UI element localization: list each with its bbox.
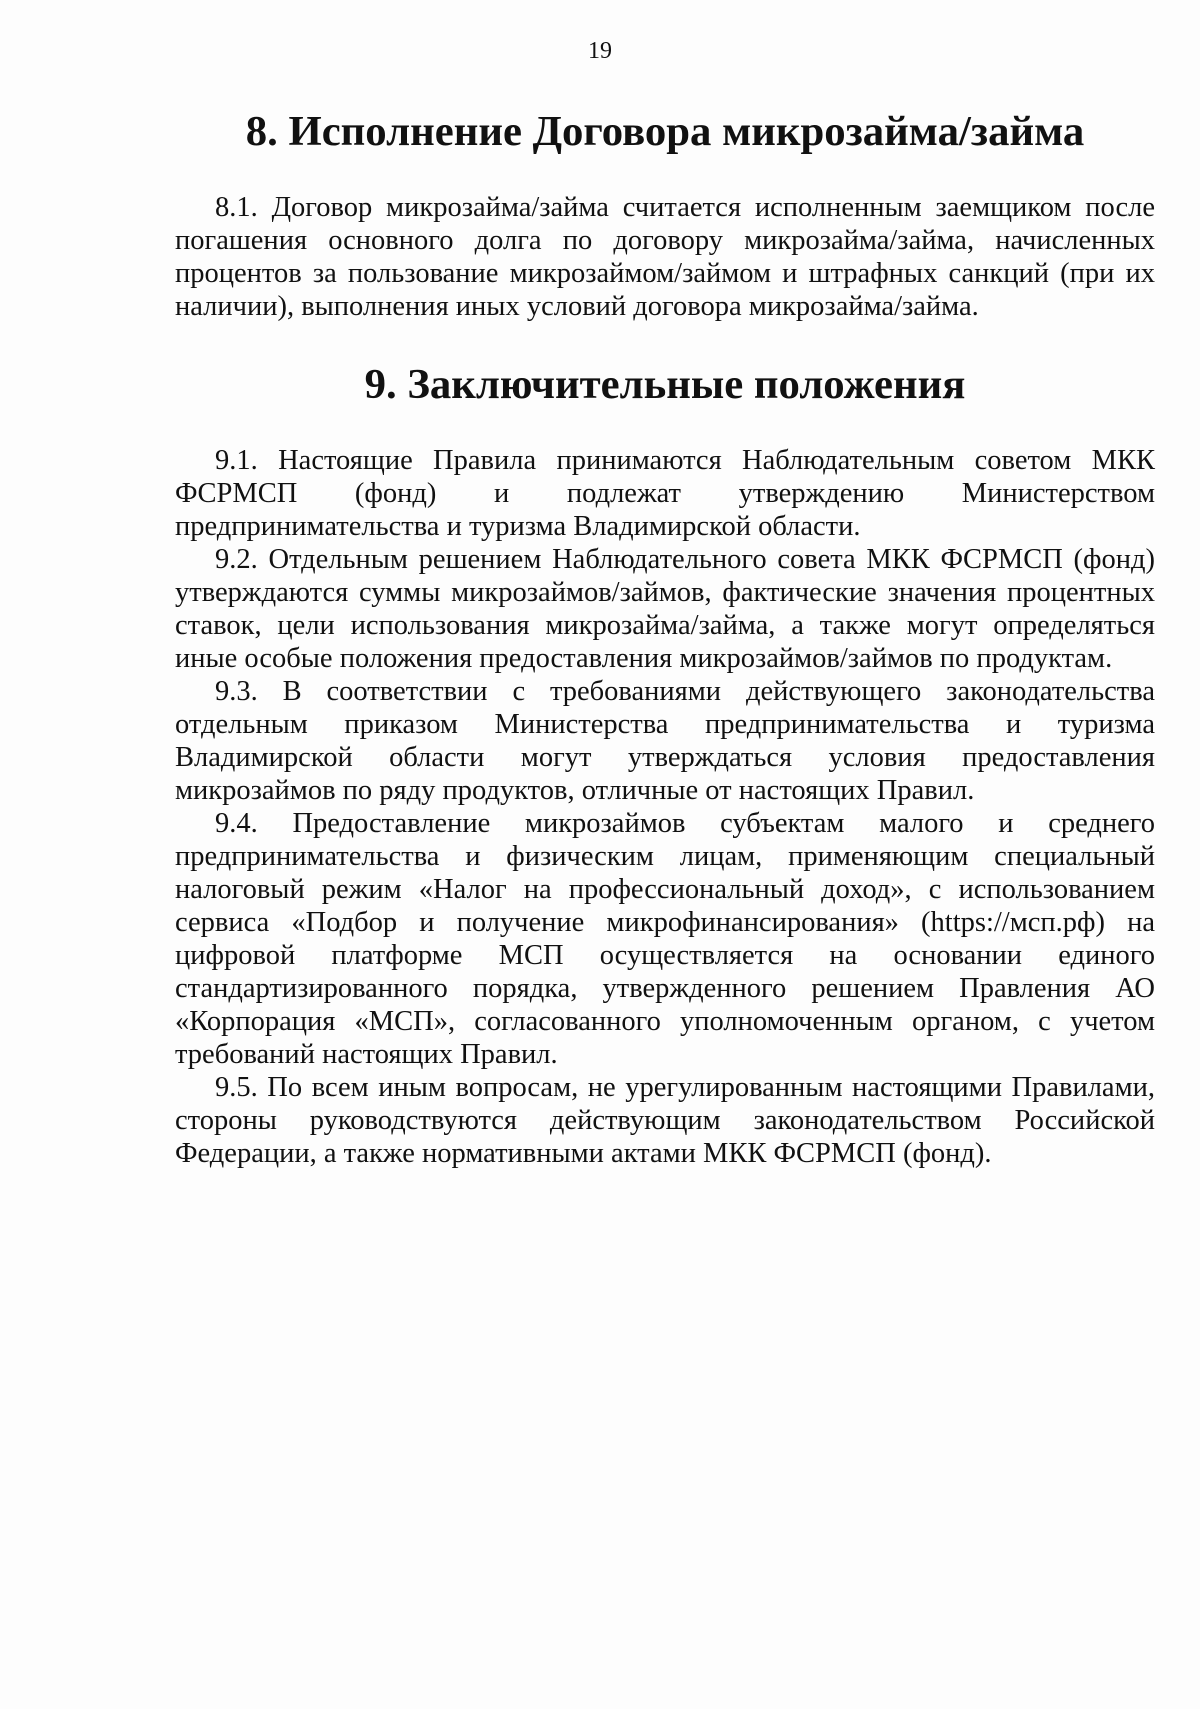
section-8-heading: 8. Исполнение Договора микрозайма/займа xyxy=(245,108,1085,155)
document-body xyxy=(175,108,1155,1170)
section-9-heading: 9. Заключительные положения xyxy=(364,361,966,408)
paragraph-8-1: 8.1. Договор микрозайма/займа считается исполненным заемщиком после погашения основного долга по договору микрозайма/займа, начисленных процентов за пользование микрозаймом/займом и штрафных санкций (при их наличии), выполнения иных условий договора микрозайма/займа. xyxy=(175,192,1155,322)
paragraph-9-4: 9.4. Предоставление микрозаймов субъектам малого и среднего предпринимательства и физическим лицам, применяющим специальный налоговый режим «Налог на профессиональный доход», с использованием сервиса «Подбор и получение микрофинансирования» (https://мсп.рф) на цифровой платформе МСП осуществляется на основании единого стандартизированного порядка, утвержденного решением Правления АО «Корпорация «МСП», согласованного уполномоченным органом, с учетом требований настоящих Правил. xyxy=(175,808,1155,1070)
paragraph-9-2: 9.2. Отдельным решением Наблюдательного совета МКК ФСРМСП (фонд) утверждаются суммы микрозаймов/займов, фактические значения процентных ставок, цели использования микрозайма/займа, а также могут определяться иные особые положения предоставления микрозаймов/займов по продуктам. xyxy=(175,544,1155,674)
paragraph-9-1: 9.1. Настоящие Правила принимаются Наблюдательным советом МКК ФСРМСП (фонд) и подлежат утверждению Министерством предпринимательства и туризма Владимирской области. xyxy=(175,445,1155,542)
page-number: 19 xyxy=(588,38,612,64)
paragraph-9-3: 9.3. В соответствии с требованиями действующего законодательства отдельным приказом Министерства предпринимательства и туризма Владимирской области могут утверждаться условия предоставления микрозаймов по ряду продуктов, отличные от настоящих Правил. xyxy=(175,676,1155,806)
paragraph-9-5: 9.5. По всем иным вопросам, не урегулированным настоящими Правилами, стороны руководствуются действующим законодательством Российской Федерации, а также нормативными актами МКК ФСРМСП (фонд). xyxy=(175,1072,1155,1169)
